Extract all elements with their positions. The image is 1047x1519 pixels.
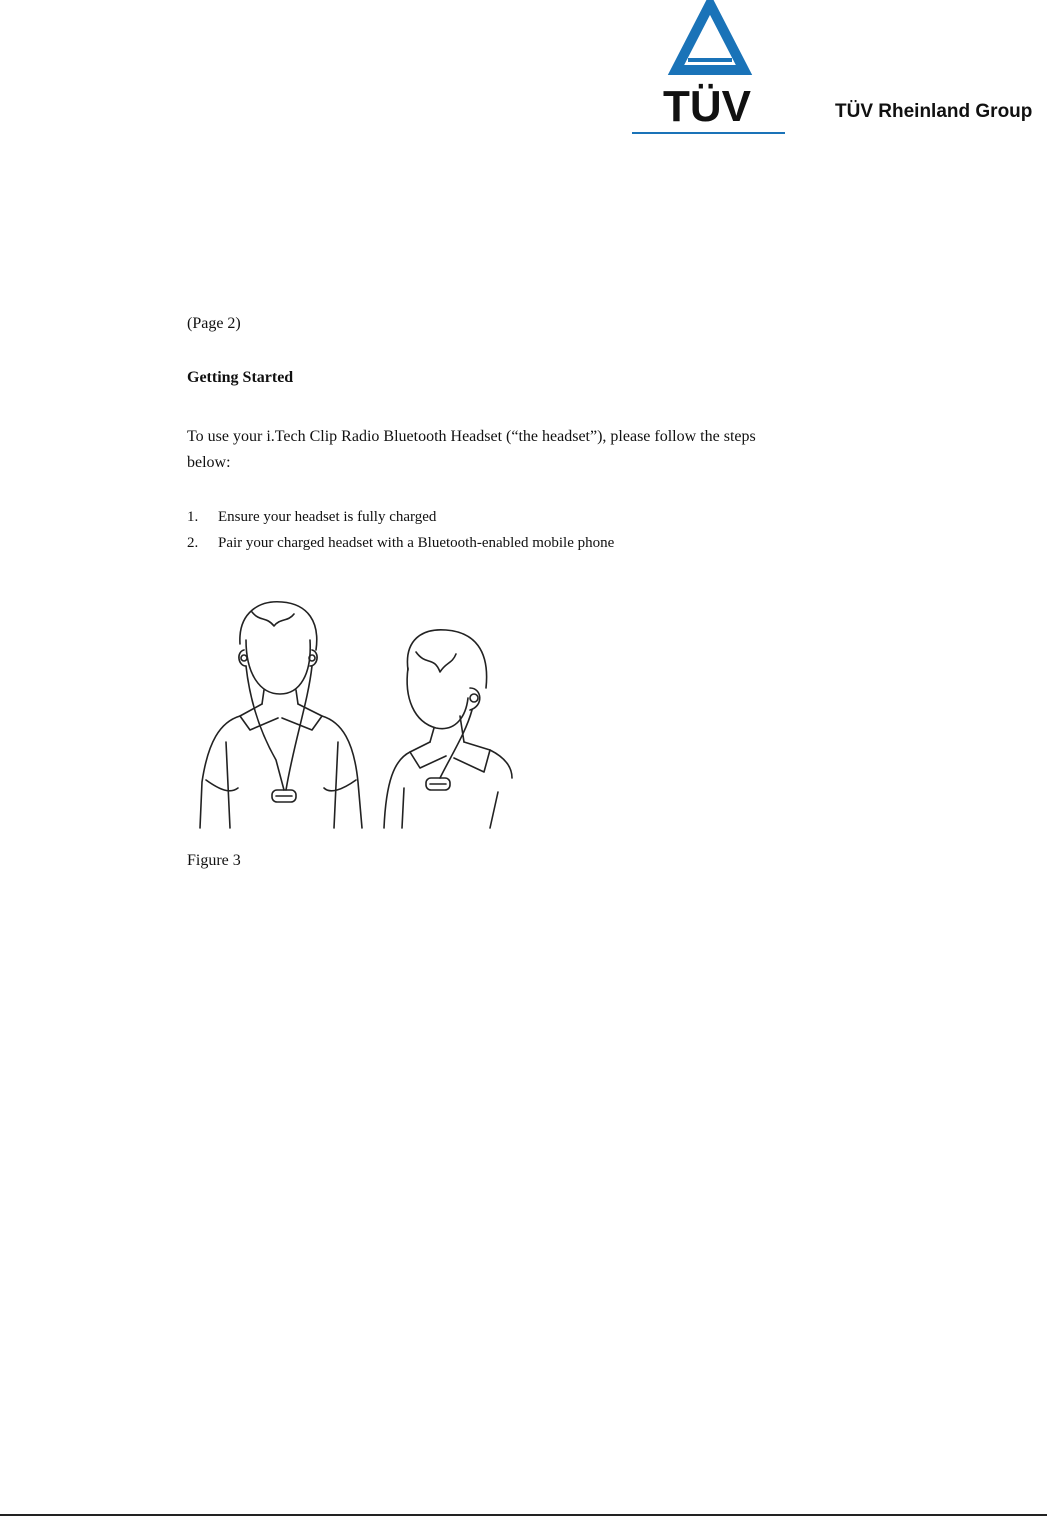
headset-wearing-illustration xyxy=(190,592,520,832)
step-number: 1. xyxy=(187,508,199,525)
group-name: TÜV Rheinland Group xyxy=(835,101,1033,122)
person-front-figure xyxy=(200,602,362,828)
svg-text:TÜV: TÜV xyxy=(663,82,751,131)
footer-rule xyxy=(0,1514,1047,1516)
step-number: 2. xyxy=(187,534,199,551)
step-text: Ensure your headset is fully charged xyxy=(218,508,437,525)
person-side-figure xyxy=(384,630,512,828)
figure-caption: Figure 3 xyxy=(187,852,241,869)
list-item xyxy=(187,530,614,556)
steps-list xyxy=(187,504,614,556)
step-text: Pair your charged headset with a Bluetooth-enabled mobile phone xyxy=(218,534,615,551)
list-item xyxy=(187,504,614,530)
page-number: (Page 2) xyxy=(187,315,241,332)
logo-underline xyxy=(632,132,785,134)
tuv-logo xyxy=(630,0,788,140)
intro-paragraph: To use your i.Tech Clip Radio Bluetooth Headset (“the headset”), please follow the steps below: xyxy=(187,428,756,471)
section-heading: Getting Started xyxy=(187,369,294,386)
